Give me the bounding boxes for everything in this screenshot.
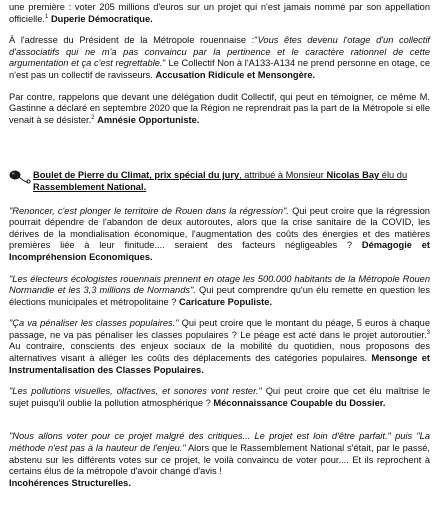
paragraph-1-tag: Duperie Démocratique. bbox=[50, 13, 153, 24]
quote-1-comment: Qui peut croire que la régression pourrait dépendre de l'abandon de deux autoroutes, alors que la crise sanitaire de la COVID, les dérives de la mondialisation économique, l'augmentation des coûts des énergies et des matières premières liée à leur finitude.... seraient des facteurs négligeables ? bbox=[9, 205, 430, 251]
quote-4-comment: Qui peut croire que cet élu maîtrise le sujet puisqu'il oublie la pollution atmosphérique ? bbox=[9, 386, 430, 408]
quote-5-comment: Alors que le Rassemblement National s'était, par le passé, abstenu sur les différents votes sur ce projet, le voilà convaincu de voter pour.... Et ils reprochent à certains élus de la métropole d'avoir changé d'avis ! bbox=[9, 443, 430, 477]
footnote-ref-3: 3 bbox=[426, 329, 430, 336]
stone-icon bbox=[9, 170, 31, 184]
paragraph-1-text: une première : voter 205 millions d'euros sur un projet qui n'est jamais nommé par son appellation officielle. bbox=[9, 2, 430, 24]
awardee-party: Rassemblement National bbox=[33, 181, 144, 192]
quote-3-text: "Ça va pénaliser les classes populaires." bbox=[9, 318, 179, 329]
quote-1-text: "Renoncer, c'est plonger le territoire de Rouen dans la régression". bbox=[9, 205, 289, 216]
quote-2-tag: Caricature Populiste. bbox=[179, 296, 273, 307]
quote-5-text: "Nous allons voter pour ce projet malgré des critiques... Le projet est loin d'être parfait." puis "La méthode n'est pas à la hauteur de l'enjeu." bbox=[9, 431, 430, 454]
quote-1 bbox=[9, 206, 430, 264]
footnote-ref-2: 2 bbox=[91, 114, 95, 121]
quote-4-text: "Les pollutions visuelles, olfactives, et sonores vont rester." bbox=[9, 386, 262, 397]
paragraph-3-tag: Amnésie Opportuniste. bbox=[97, 114, 200, 125]
quote-3-comment-2: Au contraire, conscients des enjeux sociaux de la mobilité du quotidien, nous proposons des alternatives visant à alléger les coûts des déplacements des catégories populaires. bbox=[9, 341, 430, 364]
award-end: . bbox=[143, 181, 147, 192]
award-mid: , attribué à Monsieur bbox=[239, 170, 327, 181]
quote-5 bbox=[9, 431, 430, 489]
award-heading-text bbox=[33, 170, 430, 193]
award-title: Boulet de Pierre du Climat, prix spécial du jury bbox=[33, 170, 240, 181]
paragraph-3-text: Par contre, rappelons que devant une délégation dudit Collectif, qui peut en témoigner, ce même M. Gastinne a déclaré en septembre 2020 que la Région ne reprendrait pas la part de la Métropole si elle venait à se désister. bbox=[9, 91, 430, 125]
quote-5-tag: Incohérences Structurelles. bbox=[9, 477, 131, 488]
quote-4 bbox=[9, 386, 430, 409]
paragraph-3 bbox=[9, 92, 430, 127]
paragraph-2-intro: À l'adresse du Président de la Métropole rouennaise :" bbox=[9, 35, 258, 46]
footnote-ref-1: 1 bbox=[45, 13, 49, 20]
paragraph-2 bbox=[9, 35, 430, 81]
quote-3-comment: Qui peut croire que le montant du péage, 5 euros à chaque passage, ne va pas pénaliser les classes populaires ? Le péage est acté dans le projet autoroutier. bbox=[9, 318, 431, 340]
paragraph-1 bbox=[9, 2, 430, 25]
awardee-name: Nicolas Bay bbox=[326, 170, 380, 181]
award-heading bbox=[9, 170, 430, 193]
paragraph-2-quote: Vous êtes devenu l'otage d'un collectif d'associatifs qui ne m'a pas convaincu par la pertinence et le caractère rationnel de cette argumentation et ça c'est regrettable. bbox=[9, 35, 431, 69]
quote-3-tag: Mensonge et Instrumentalisation des Classes Populaires. bbox=[9, 353, 430, 375]
quote-3 bbox=[9, 318, 430, 376]
award-after: élu du bbox=[379, 170, 408, 181]
quote-4-tag: Méconnaissance Coupable du Dossier. bbox=[213, 397, 386, 408]
quote-1-tag: Démagogie et Incompréhension Economiques. bbox=[9, 240, 430, 262]
paragraph-2-rest: " Le Collectif Non à l'A133-A134 ne prend personne en otage, ce n'est pas un collectif de ravisseurs. bbox=[9, 58, 430, 80]
quote-2-text: "Les électeurs écologistes rouennais prennent en otage les 500.000 habitants de la Métropole Rouen Normandie et les 3,3 millions de Normands". bbox=[9, 273, 430, 296]
quote-2-comment: Qui peut comprendre qu'un élu remette en question les élections municipales et métropolitaine ? bbox=[9, 285, 430, 307]
quote-2 bbox=[9, 274, 430, 309]
paragraph-2-tag: Accusation Ridicule et Mensongère. bbox=[155, 69, 316, 80]
